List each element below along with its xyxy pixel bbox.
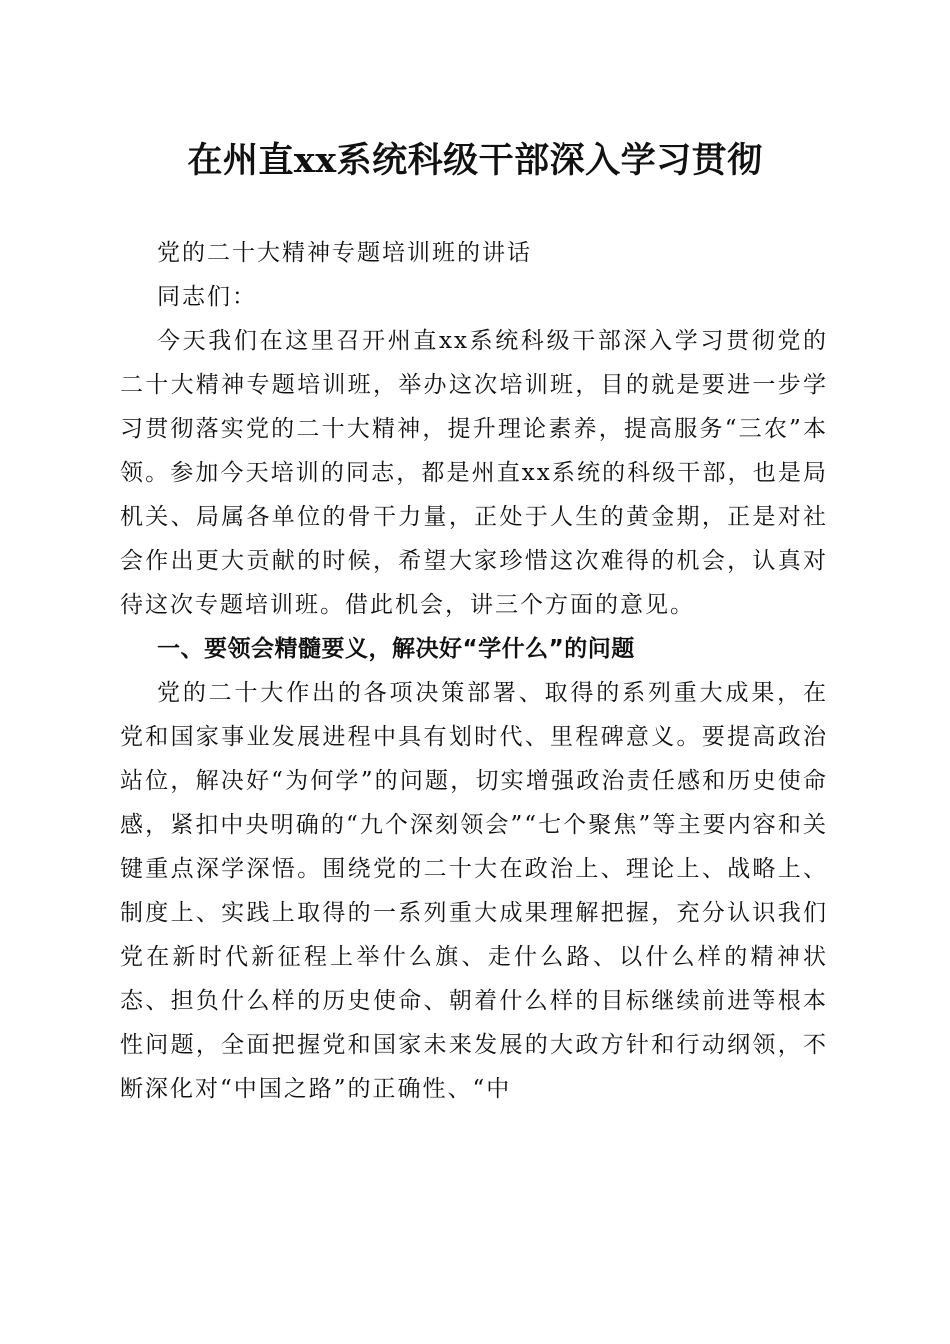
salutation: 同志们： — [157, 284, 257, 310]
section-paragraph: 党的二十大作出的各项决策部署、取得的系列重大成果，在党和国家事业发展进程中具有划时代、里程碑意义。要提高政治站位，解决好“为何学”的问题，切实增强政治责任感和历史使命感，紧扣中央明确的“九个深刻领会”“七个聚焦”等主要内容和关键重点深学深悟。围绕党的二十大在政治上、理论上、战略上、制度上、实践上取得的一系列重大成果理解把握，充分认识我们党在新时代新征程上举什么旗、走什么路、以什么样的精神状态、担负什么样的历史使命、朝着什么样的目标继续前进等根本性问题，全面把握党和国家未来发展的大政方针和行动纲领，不断深化对“中国之路”的正确性、“中 — [120, 680, 828, 1102]
document-body — [120, 231, 828, 1111]
document-subtitle: 党的二十大精神专题培训班的讲话 — [157, 240, 532, 266]
document-title: 在州直xx系统科级干部深入学习贯彻 — [187, 140, 763, 181]
section-heading: 一、要领会精髓要义，解决好“学什么”的问题 — [157, 636, 635, 662]
intro-paragraph: 今天我们在这里召开州直xx系统科级干部深入学习贯彻党的二十大精神专题培训班，举办这次培训班，目的就是要进一步学习贯彻落实党的二十大精神，提升理论素养，提高服务“三农”本领。参加今天培训的同志，都是州直xx系统的科级干部，也是局机关、局属各单位的骨干力量，正处于人生的黄金期，正是对社会作出更大贡献的时候，希望大家珍惜这次难得的机会，认真对待这次专题培训班。借此机会，讲三个方面的意见。 — [120, 328, 828, 618]
